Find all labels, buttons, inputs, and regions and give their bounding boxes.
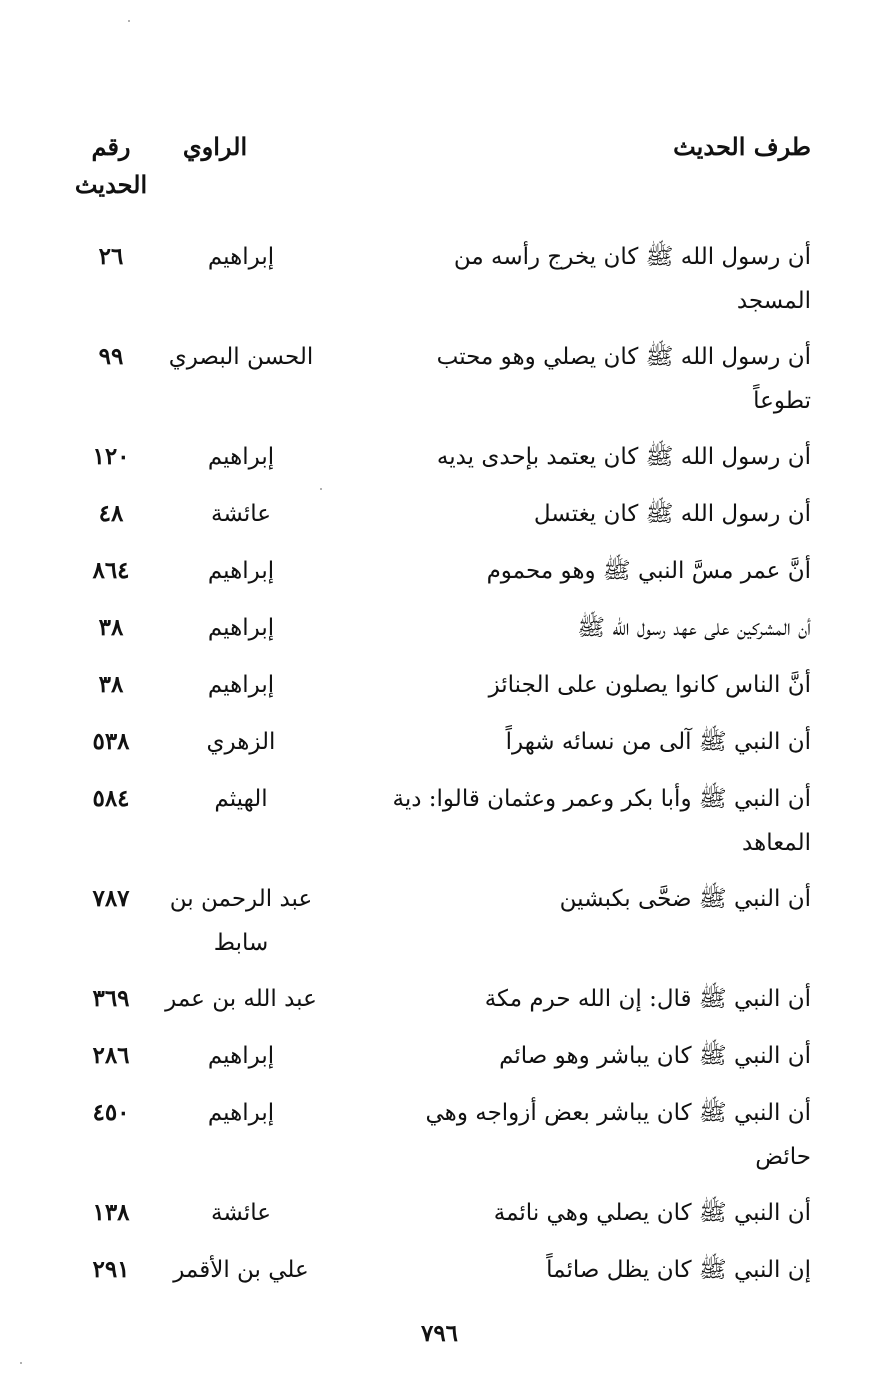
hadith-number: ٣٨ [98,671,124,698]
narrator: إبراهيم [207,615,275,641]
table-row [60,1091,811,1179]
narrator: إبراهيم [207,1100,275,1126]
hadith-text: أن المشركين على عهد رسول الله ﷺ [577,615,811,641]
table-row [60,235,811,323]
hadith-text: أن النبي ﷺ كان يصلي وهي نائمة [493,1200,811,1226]
hadith-text: أن النبي ﷺ كان يباشر وهو صائم [499,1043,811,1069]
hadith-number: ١٣٨ [92,1199,130,1226]
narrator: عائشة [211,1200,271,1226]
table-row [60,1034,811,1078]
header-narrator: الراوي [182,132,248,161]
hadith-text: أن النبي ﷺ آلى من نسائه شهراً [505,729,811,755]
hadith-text: أن رسول الله ﷺ كان يخرج رأسه من المسجد [453,244,811,314]
table-row [60,435,811,479]
table-row [60,1248,811,1292]
hadith-number: ٣٨ [98,614,124,641]
table-row [60,877,811,965]
hadith-number: ٥٨٤ [92,785,130,812]
table-row [60,777,811,865]
hadith-number: ٧٨٧ [92,885,130,912]
header-number: رقم الحديث [74,132,148,199]
hadith-text: أن النبي ﷺ قال: إن الله حرم مكة [484,986,811,1012]
speck-mark [20,1362,22,1364]
table-row [60,549,811,593]
table-header [60,128,811,218]
hadith-text: أن النبي ﷺ وأبا بكر وعمر وعثمان قالوا: دية المعاهد [392,786,811,856]
table-row [60,335,811,423]
narrator: إبراهيم [207,558,275,584]
narrator: الحسن البصري [168,344,314,370]
hadith-number: ٢٨٦ [92,1042,130,1069]
hadith-number: ٨٦٤ [92,557,130,584]
table-row [60,977,811,1021]
speck-mark [320,488,322,490]
narrator: إبراهيم [207,444,275,470]
hadith-number: ١٢٠ [92,443,130,470]
hadith-text: إن النبي ﷺ كان يظل صائماً [546,1257,811,1283]
hadith-number: ٩٩ [98,343,124,370]
narrator: عبد الله بن عمر [165,986,317,1012]
hadith-text: أنَّ عمر مسَّ النبي ﷺ وهو محموم [486,558,811,584]
hadith-text: أن رسول الله ﷺ كان يغتسل [533,501,811,527]
hadith-text: أن النبي ﷺ ضحَّى بكبشين [559,886,811,912]
hadith-text: أن النبي ﷺ كان يباشر بعض أزواجه وهي حائض [425,1100,811,1170]
speck-mark [128,20,130,22]
hadith-number: ٢٩١ [92,1256,130,1283]
narrator: عائشة [211,501,271,527]
hadith-text: أنَّ الناس كانوا يصلون على الجنائز [488,672,811,698]
narrator: إبراهيم [207,244,275,270]
table-row [60,663,811,707]
hadith-index-table [60,235,811,1292]
header-hadith: طرف الحديث [673,132,811,161]
table-row [60,492,811,536]
narrator: الزهري [206,729,276,755]
table-row [60,1191,811,1235]
page-number: ٧٩٦ [420,1320,459,1347]
hadith-number: ٢٦ [98,243,124,270]
narrator: علي بن الأقمر [173,1257,309,1283]
narrator: إبراهيم [207,1043,275,1069]
hadith-text: أن رسول الله ﷺ كان يعتمد بإحدى يديه [436,444,811,470]
hadith-number: ٤٥٠ [92,1099,130,1126]
hadith-number: ٤٨ [98,500,124,527]
narrator: الهيثم [214,786,268,812]
hadith-text: أن رسول الله ﷺ كان يصلي وهو محتب تطوعاً [436,344,811,414]
table-row [60,606,811,650]
narrator: إبراهيم [207,672,275,698]
narrator: عبد الرحمن بن سابط [169,886,313,956]
table-row [60,720,811,764]
hadith-number: ٣٦٩ [92,985,130,1012]
hadith-number: ٥٣٨ [92,728,130,755]
